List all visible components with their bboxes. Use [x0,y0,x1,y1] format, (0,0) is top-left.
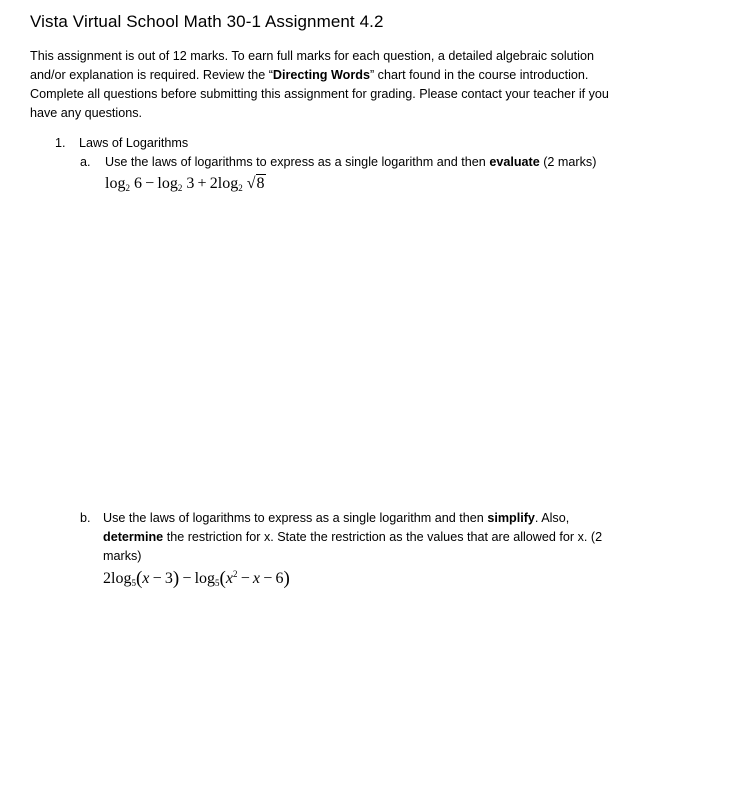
question-title: Laws of Logarithms [79,136,189,150]
part-letter: a. [80,155,91,169]
determine-emphasis: determine [103,530,164,544]
sqrt-radicand: 8 [256,175,265,192]
intro-paragraph [30,47,670,123]
constant: 6 [275,570,284,587]
log-base: 5 [131,578,136,588]
log-argument: 3 [186,175,195,192]
expression-b [103,568,290,590]
operator: − [263,570,273,587]
prompt-text: the restriction for x. State the restriction as the values that are allowed for x. (2 [163,530,603,544]
intro-text: ” chart found in the course introduction. [369,68,589,82]
intro-line-2 [30,66,670,85]
log-function: log [194,570,216,587]
operator: − [240,570,250,587]
constant: 3 [164,570,173,587]
log-function: log [217,175,239,192]
variable-x: x [142,570,150,587]
question-1a-prompt [80,153,596,172]
variable-x: x [225,570,233,587]
expression-a [105,175,266,193]
prompt-text: Use the laws of logarithms to express as a single logarithm and then [103,511,488,525]
log-function: log [111,570,132,587]
question-number: 1. [55,136,66,150]
coefficient: 2 [209,175,218,192]
question-1b-prompt [80,509,602,566]
prompt-line-2 [80,528,602,547]
intro-line-1: This assignment is out of 12 marks. To earn full marks for each question, a detailed algebraic solution [30,49,594,63]
exponent: 2 [232,569,238,579]
sqrt-symbol: √ [246,175,256,192]
evaluate-emphasis: evaluate [489,155,540,169]
coefficient: 2 [103,570,111,587]
log-base: 5 [215,578,220,588]
intro-line-4: have any questions. [30,106,143,120]
operator: + [197,175,207,192]
operator: − [152,570,162,587]
prompt-text: . Also, [534,511,570,525]
log-base: 2 [125,183,130,193]
prompt-line-1 [80,509,602,528]
intro-text: and/or explanation is required. Review the “ [30,68,273,82]
log-base: 2 [177,183,183,193]
prompt-text: Use the laws of logarithms to express as a single logarithm and then [105,155,490,169]
left-paren: ( [135,568,143,589]
left-paren: ( [219,568,226,589]
log-function: log [105,175,126,192]
part-letter: b. [80,511,91,525]
marks-text: (2 marks) [539,155,597,169]
right-paren: ) [283,568,290,589]
log-base: 2 [238,183,243,193]
simplify-emphasis: simplify [487,511,535,525]
right-paren: ) [172,568,180,589]
page-title: Vista Virtual School Math 30-1 Assignment 4.2 [30,12,384,31]
intro-line-3: Complete all questions before submitting this assignment for grading. Please contact your teacher if you [30,87,609,101]
directing-words-emphasis: Directing Words [272,68,370,82]
prompt-line-3: marks) [103,549,142,563]
log-argument: 6 [133,175,142,192]
operator: − [182,570,192,587]
question-1-heading [55,134,188,153]
variable-x: x [252,570,261,587]
operator: − [145,175,155,192]
log-function: log [157,175,178,192]
